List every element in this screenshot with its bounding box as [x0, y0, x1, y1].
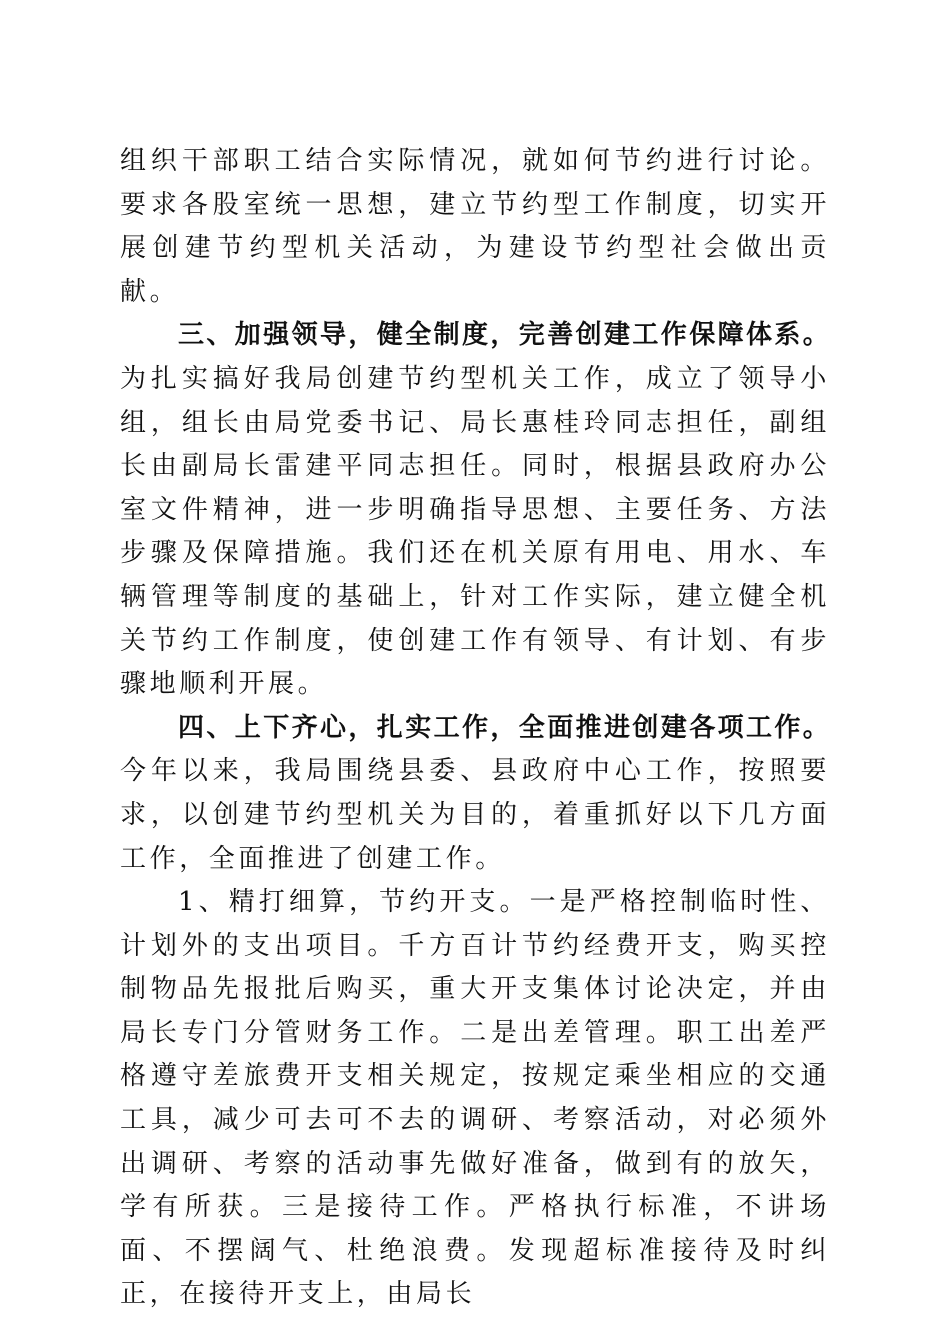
document-body — [120, 140, 830, 1317]
section-heading-four: 四、上下齐心，扎实工作，全面推进创建各项工作。 — [178, 712, 830, 743]
paragraph-item-one — [120, 881, 830, 1317]
paragraph-text: 为扎实搞好我局创建节约型机关工作，成立了领导小组，组长由局党委书记、局长惠桂玲同志担任，副组长由副局长雷建平同志担任。同时，根据县政府办公室文件精神，进一步明确指导思想、主要任务、方法步骤及保障措施。我们还在机关原有用电、用水、车辆管理等制度的基础上，针对工作实际，建立健全机关节约工作制度，使创建工作有领导、有计划、有步骤地顺利开展。 — [120, 363, 830, 700]
paragraph-continuation — [120, 140, 830, 314]
paragraph-section-four — [120, 707, 830, 881]
paragraph-section-three — [120, 314, 830, 706]
paragraph-text: 组织干部职工结合实际情况，就如何节约进行讨论。要求各股室统一思想，建立节约型工作制度，切实开展创建节约型机关活动，为建设节约型社会做出贡献。 — [120, 146, 830, 307]
paragraph-text: 1、精打细算，节约开支。一是严格控制临时性、计划外的支出项目。千方百计节约经费开支，购买控制物品先报批后购买，重大开支集体讨论决定，并由局长专门分管财务工作。二是出差管理。职工出差严格遵守差旅费开支相关规定，按规定乘坐相应的交通工具，减少可去可不去的调研、考察活动，对必须外出调研、考察的活动事先做好准备，做到有的放矢，学有所获。三是接待工作。严格执行标准，不讲场面、不摆阔气、杜绝浪费。发现超标准接待及时纠正，在接待开支上，由局长 — [120, 887, 830, 1310]
section-heading-three: 三、加强领导，健全制度，完善创建工作保障体系。 — [178, 320, 830, 351]
paragraph-text: 今年以来，我局围绕县委、县政府中心工作，按照要求，以创建节约型机关为目的，着重抓好以下几方面工作，全面推进了创建工作。 — [120, 756, 830, 874]
